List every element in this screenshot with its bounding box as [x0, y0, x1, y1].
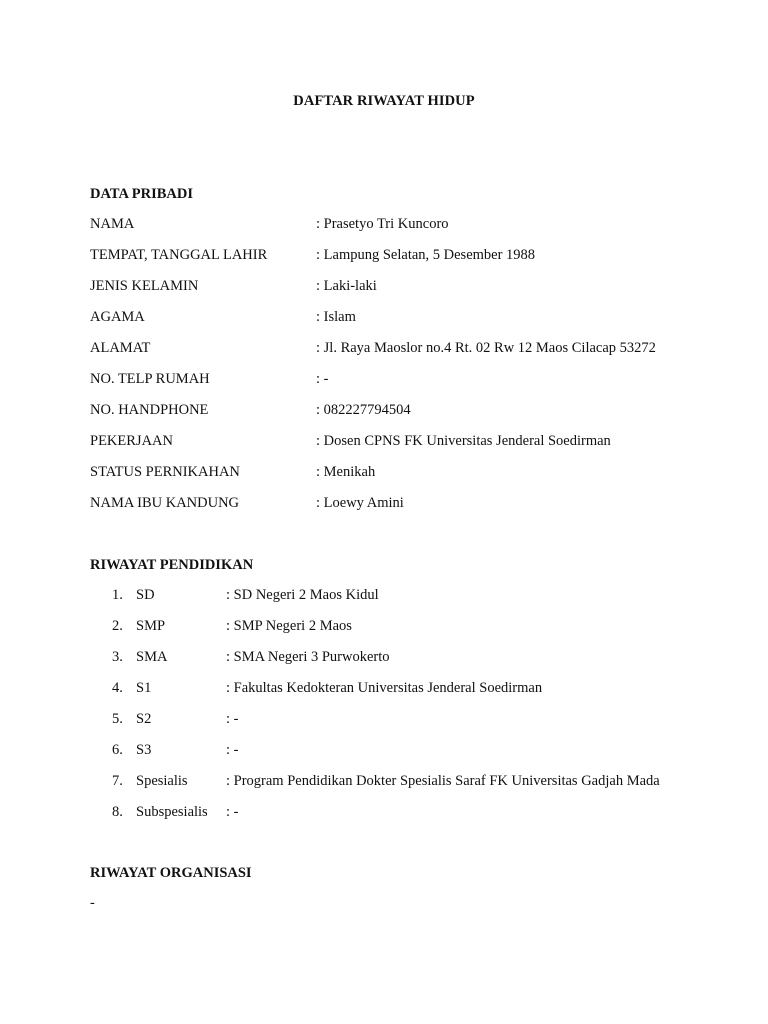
- edu-value: : -: [226, 711, 239, 727]
- pribadi-label: AGAMA: [90, 309, 145, 325]
- pribadi-row-agama: [90, 309, 730, 340]
- edu-number: 7.: [112, 773, 123, 789]
- riwayat-organisasi-value: -: [90, 895, 95, 911]
- edu-number: 3.: [112, 649, 123, 665]
- document-title: DAFTAR RIWAYAT HIDUP: [293, 93, 475, 109]
- edu-value: : SD Negeri 2 Maos Kidul: [226, 587, 379, 603]
- edu-level: Spesialis: [136, 773, 188, 789]
- pribadi-value: : Lampung Selatan, 5 Desember 1988: [316, 247, 536, 263]
- pribadi-row-no-handphone: [90, 402, 730, 433]
- edu-level: SMA: [136, 649, 168, 665]
- pribadi-row-status-pernikahan: [90, 464, 730, 495]
- pribadi-label: STATUS PERNIKAHAN: [90, 464, 240, 480]
- section-heading-riwayat-pendidikan: RIWAYAT PENDIDIKAN: [90, 557, 254, 573]
- pribadi-label: TEMPAT, TANGGAL LAHIR: [90, 247, 268, 263]
- edu-number: 6.: [112, 742, 123, 758]
- edu-value: : SMA Negeri 3 Purwokerto: [226, 649, 390, 665]
- pribadi-row-nama-ibu-kandung: [90, 495, 730, 526]
- edu-level: SMP: [136, 618, 166, 634]
- edu-number: 8.: [112, 804, 123, 820]
- pribadi-value: : Prasetyo Tri Kuncoro: [316, 216, 449, 232]
- pribadi-value: : 082227794504: [316, 402, 411, 418]
- pribadi-label: NO. HANDPHONE: [90, 402, 209, 418]
- pribadi-value: : Jl. Raya Maoslor no.4 Rt. 02 Rw 12 Maos Cilacap 53272: [316, 340, 656, 356]
- edu-row-subspesialis: [112, 804, 732, 835]
- pribadi-row-pekerjaan: [90, 433, 730, 464]
- edu-value: : Fakultas Kedokteran Universitas Jenderal Soedirman: [226, 680, 543, 696]
- pribadi-label: NO. TELP RUMAH: [90, 371, 210, 387]
- section-heading-data-pribadi: DATA PRIBADI: [90, 186, 193, 202]
- pribadi-row-nama: [90, 216, 730, 247]
- edu-row-s1: [112, 680, 732, 711]
- pribadi-label: JENIS KELAMIN: [90, 278, 199, 294]
- pribadi-value: : Laki-laki: [316, 278, 377, 294]
- pribadi-row-no-telp-rumah: [90, 371, 730, 402]
- pribadi-value: : -: [316, 371, 329, 387]
- edu-level: SD: [136, 587, 155, 603]
- pribadi-row-jenis-kelamin: [90, 278, 730, 309]
- edu-number: 4.: [112, 680, 123, 696]
- edu-number: 2.: [112, 618, 123, 634]
- edu-level: S1: [136, 680, 152, 696]
- edu-row-s3: [112, 742, 732, 773]
- pribadi-value: : Menikah: [316, 464, 376, 480]
- riwayat-pendidikan-list: [112, 587, 732, 835]
- edu-row-smp: [112, 618, 732, 649]
- edu-row-sd: [112, 587, 732, 618]
- pribadi-value: : Dosen CPNS FK Universitas Jenderal Soedirman: [316, 433, 611, 449]
- edu-row-sma: [112, 649, 732, 680]
- edu-number: 1.: [112, 587, 123, 603]
- edu-row-spesialis: [112, 773, 732, 804]
- pribadi-row-alamat: [90, 340, 730, 371]
- edu-number: 5.: [112, 711, 123, 727]
- pribadi-label: PEKERJAAN: [90, 433, 173, 449]
- pribadi-value: : Loewy Amini: [316, 495, 404, 511]
- section-heading-riwayat-organisasi: RIWAYAT ORGANISASI: [90, 865, 252, 881]
- pribadi-label: NAMA: [90, 216, 135, 232]
- pribadi-row-tempat-tanggal-lahir: [90, 247, 730, 278]
- pribadi-label: NAMA IBU KANDUNG: [90, 495, 240, 511]
- edu-level: S2: [136, 711, 152, 727]
- edu-value: : Program Pendidikan Dokter Spesialis Saraf FK Universitas Gadjah Mada: [226, 773, 660, 789]
- edu-value: : -: [226, 804, 239, 820]
- edu-level: S3: [136, 742, 152, 758]
- edu-value: : -: [226, 742, 239, 758]
- edu-row-s2: [112, 711, 732, 742]
- edu-level: Subspesialis: [136, 804, 208, 820]
- pribadi-value: : Islam: [316, 309, 356, 325]
- pribadi-label: ALAMAT: [90, 340, 151, 356]
- data-pribadi-list: [90, 216, 730, 526]
- edu-value: : SMP Negeri 2 Maos: [226, 618, 352, 634]
